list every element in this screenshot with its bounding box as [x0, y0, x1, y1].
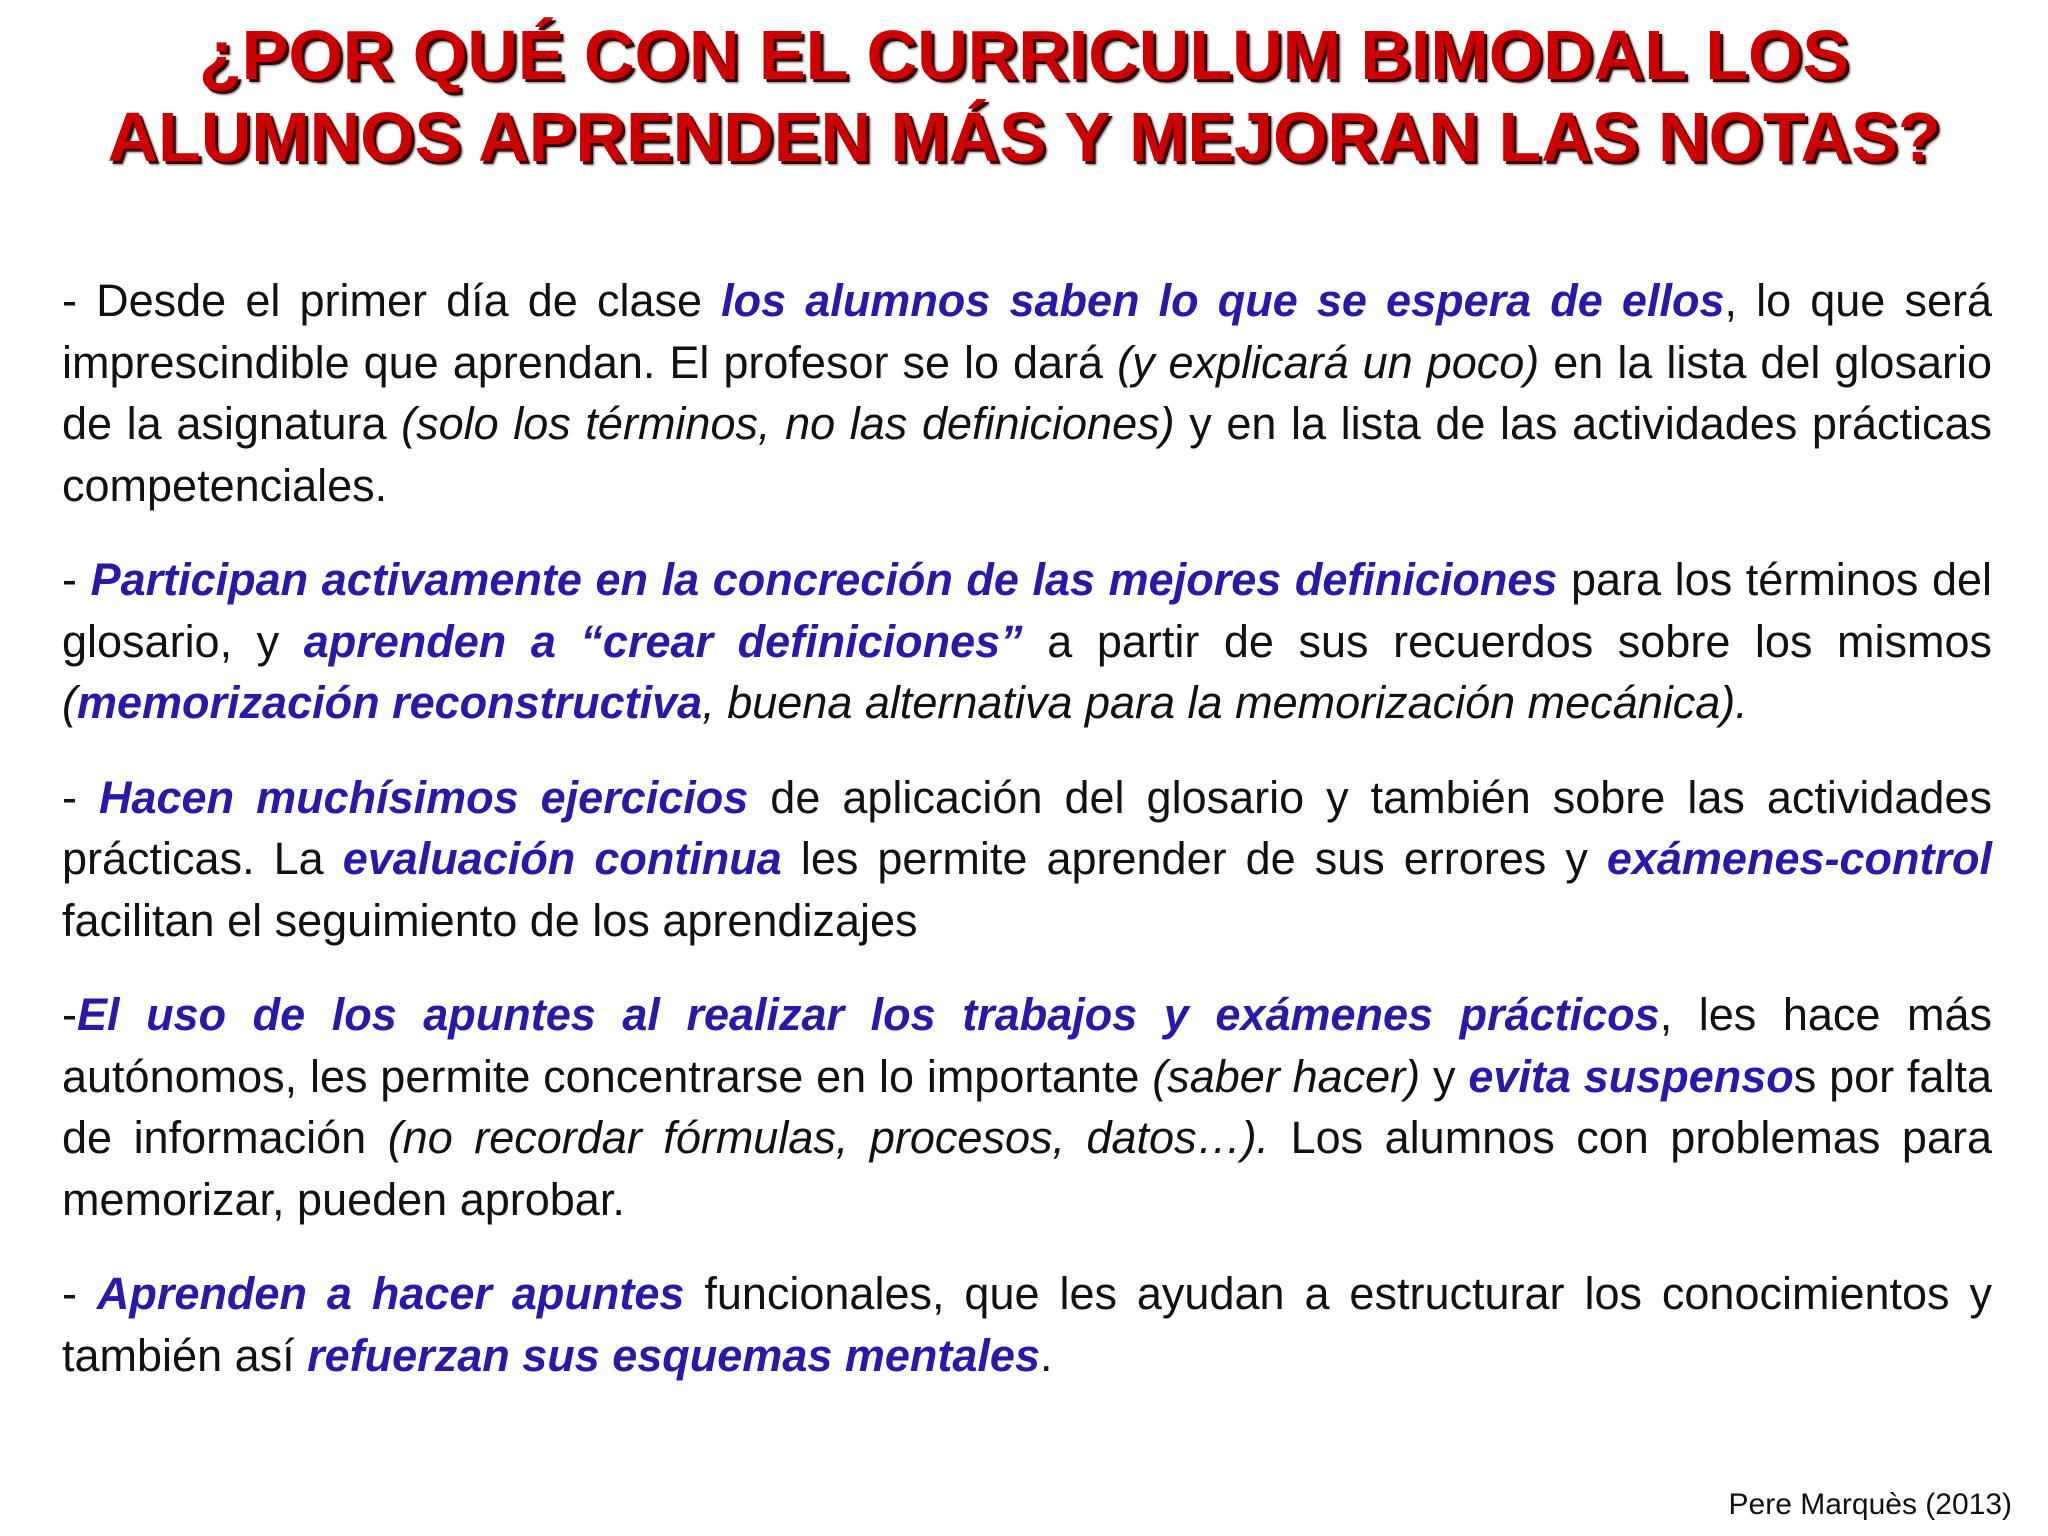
emphasis: El uso de los apuntes al realizar los trabajos y exámenes prácticos: [77, 989, 1660, 1040]
segment: les permite aprender de sus errores y: [781, 833, 1607, 884]
paragraph-5: [62, 1263, 1992, 1386]
paragraph-3: [62, 767, 1992, 952]
emphasis: refuerzan sus esquemas mentales: [307, 1329, 1040, 1381]
emphasis: aprenden a “crear definiciones”: [303, 615, 1023, 667]
author-credit: Pere Marquès (2013): [1728, 1488, 2012, 1521]
emphasis: evaluación continua: [342, 833, 782, 884]
emphasis: memorización reconstructiva: [77, 677, 703, 728]
slide-title: [0, 14, 2048, 178]
aside: (solo los términos, no las definiciones): [401, 398, 1175, 449]
segment: -: [62, 771, 99, 823]
segment: -: [62, 1268, 97, 1319]
segment: , lo que será imprescindible que aprendan. El profesor se lo dará: [62, 275, 1992, 388]
emphasis: exámenes-control: [1606, 833, 1992, 884]
emphasis: Participan activamente en la concreción de las mejores definiciones: [90, 554, 1558, 605]
segment: , les hace más autónomos, les permite concentrarse en lo importante: [62, 989, 1992, 1102]
segment: -: [62, 554, 91, 605]
paragraph-4: [62, 984, 1992, 1230]
emphasis: los alumnos saben lo que se espera de ellos: [721, 275, 1725, 326]
segment: en la lista del glosario de la asignatura: [62, 336, 1992, 449]
segment: facilitan el seguimiento de los aprendizajes: [62, 894, 918, 946]
slide-body: [62, 270, 1992, 1419]
segment: y en la lista de las actividades prácticas competenciales.: [62, 398, 1992, 511]
segment: para los términos del glosario, y: [62, 554, 1993, 667]
aside: (no recordar fórmulas, procesos, datos…).: [387, 1112, 1270, 1163]
segment: de aplicación del glosario y también sobre las actividades prácticas. La: [62, 771, 1992, 884]
segment: Los alumnos con problemas para memorizar, pueden aprobar.: [62, 1112, 1992, 1225]
title-line-2: ALUMNOS APRENDEN MÁS Y MEJORAN LAS NOTAS?: [107, 98, 1941, 176]
paragraph-1: [62, 270, 1992, 516]
segment: -: [62, 989, 77, 1040]
segment: a partir de sus recuerdos sobre los mismos: [1022, 615, 1992, 667]
aside: (y explicará un poco): [1117, 336, 1540, 388]
segment: - Desde el primer día de clase: [62, 275, 722, 326]
title-line-1: ¿POR QUÉ CON EL CURRICULUM BIMODAL LOS: [198, 16, 1850, 94]
emphasis: evita suspenso: [1468, 1050, 1794, 1102]
emphasis: Hacen muchísimos ejercicios: [99, 771, 749, 823]
segment: funcionales, que les ayudan a estructurar los conocimientos y también así: [62, 1268, 1992, 1381]
segment: s por falta de información: [62, 1050, 1992, 1163]
aside: , buena alternativa para la memorización mecánica).: [702, 677, 1748, 728]
paragraph-2: [62, 549, 1992, 734]
segment: .: [1039, 1329, 1053, 1381]
emphasis: Aprenden a hacer apuntes: [96, 1268, 685, 1319]
aside: (: [62, 677, 77, 728]
aside: (saber hacer): [1152, 1050, 1421, 1102]
segment: y: [1420, 1050, 1469, 1102]
